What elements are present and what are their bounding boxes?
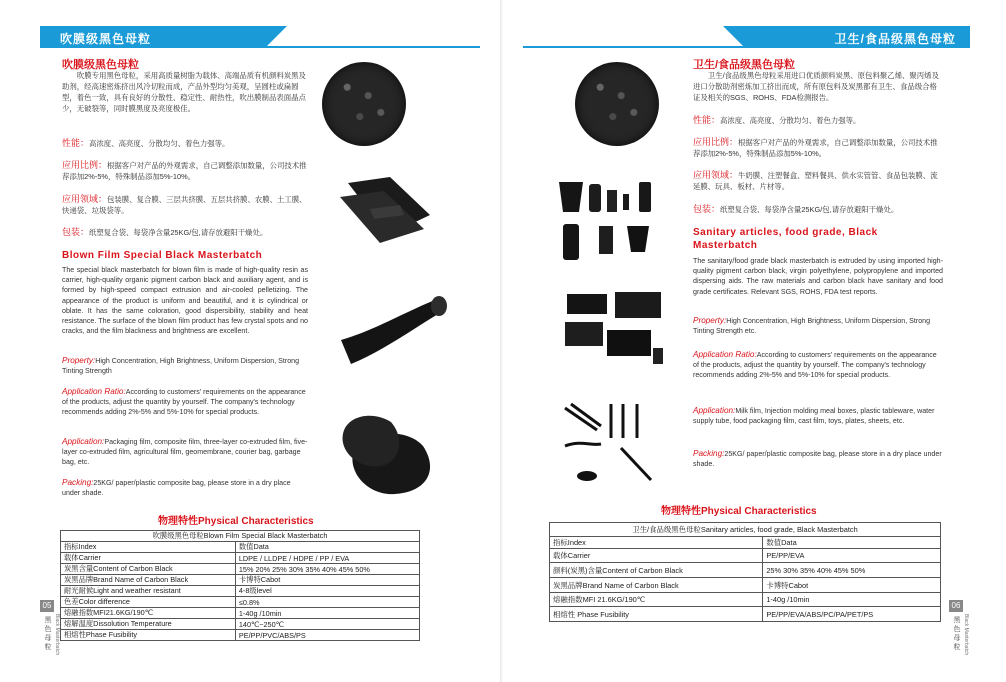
left-table-title: 物理特性Physical Characteristics [158, 516, 314, 527]
left-property-en [62, 356, 308, 376]
table-cell: 25% 30% 35% 40% 45% 50% [763, 563, 941, 578]
right-page-number: 06 [949, 600, 963, 612]
left-ratio-cn-text: 根据客户对产品的外观需求，自己调整添加数量，公司技术推荐添加2%-5%，特殊制品添加5%-10%。 [62, 161, 307, 181]
table-row [61, 619, 420, 630]
table-row [61, 564, 420, 575]
left-packing-en [62, 478, 308, 498]
table-cell: 熔融指数MFI21.6KG/190℃ [61, 608, 236, 619]
tumbler-icon [599, 226, 613, 254]
table-cell: ≤0.8% [235, 597, 419, 608]
table-cell: 载体Carrier [550, 549, 763, 563]
film-roll-image [335, 290, 451, 368]
pouch-icon [589, 184, 601, 212]
right-application-en-label: Application: [693, 406, 736, 415]
spork-icon [565, 443, 601, 446]
left-ratio-cn [62, 160, 308, 182]
left-ratio-en-text: According to customers' requirements on the appearance of the products, adjust the quantity by yourself. The company's technology recommends adding 2%-5% and 5%-10% for special products. [62, 388, 306, 417]
table-cell: 炭黑品牌Brand Name of Carbon Black [550, 578, 763, 593]
right-intro-en: The sanitary/food grade black masterbatch is extruded by using imported high-quality pigment carbon black, virgin polyethylene, polypropylene and imported dispersing aids. The raw materials and carbon black have sanitary and food grade certificates. Relevant SGS, ROHS, FDA test reports. [693, 257, 943, 296]
left-field-cn-label: 应用领域： [62, 194, 108, 204]
table-cell: 数值Data [235, 542, 419, 553]
film-rolls-image [330, 175, 448, 245]
left-side-label-cn: 黑色母粒 [44, 616, 51, 652]
left-property-en-text: High Concentration, High Brightness, Uniform Dispersion, Strong Tinting Strength [62, 357, 300, 376]
right-field-cn-label: 应用领域： [693, 170, 739, 180]
meal-box-1 [567, 294, 607, 314]
table-cell: 颜料(炭黑)含量Content of Carbon Black [550, 563, 763, 578]
right-application-en [693, 406, 943, 426]
left-property-en-label: Property: [62, 356, 96, 365]
table-cell: 1-40g /10min [235, 608, 419, 619]
left-ratio-cn-label: 应用比例： [62, 160, 108, 170]
table-row [61, 575, 420, 586]
meal-box-2 [615, 292, 661, 318]
left-ratio-en [62, 387, 308, 418]
table-cell: 色差Color difference [61, 597, 236, 608]
right-property-en-label: Property: [693, 316, 727, 325]
right-application-en-text: Milk film, Injection molding meal boxes, plastic tableware, water supply tube, food packaging film, cast film, toys, plates, sheets, etc. [693, 407, 935, 426]
table-row [550, 578, 941, 593]
left-property-cn [62, 138, 308, 149]
table-cell: 指标Index [550, 537, 763, 549]
table-row [550, 563, 941, 578]
table-cell: 卡博特Cabot [235, 575, 419, 586]
right-banner-title: 卫生/食品级黑色母粒 [834, 32, 956, 46]
left-application-en [62, 437, 308, 468]
right-packing-en-label: Packing: [693, 449, 725, 458]
right-page [503, 0, 1006, 682]
jug-icon [559, 182, 583, 212]
black-pellets-photo [322, 62, 406, 146]
pellets-image [322, 62, 406, 146]
right-ratio-en-label: Application Ratio: [693, 350, 757, 359]
black-pellets-photo [575, 62, 659, 146]
left-field-cn-text: 包装膜、复合膜、三层共挤膜、五层共挤膜、农膜、土工膜、快递袋、垃圾袋等。 [62, 195, 307, 215]
left-packing-en-label: Packing: [62, 478, 94, 487]
garbage-bag-small [343, 416, 400, 467]
left-pack-cn [62, 227, 308, 238]
meal-box-3 [565, 322, 603, 346]
right-ratio-cn-label: 应用比例： [693, 137, 739, 147]
table-row [550, 537, 941, 549]
right-ratio-cn-text: 根据客户对产品的外观需求，自己调整添加数量，公司技术推荐添加2%-5%，特殊制品添加5%-10%。 [693, 138, 938, 158]
table-row [61, 542, 420, 553]
table-cell: 指标Index [61, 542, 236, 553]
right-title-en: Sanitary articles, food grade, Black Masterbatch [693, 227, 878, 251]
right-intro-cn: 卫生/食品级黑色母粒采用进口优质颜料炭黑、原包料聚乙烯、聚丙烯及进口分散助剂密炼加工挤出而成，所有原包料及炭黑都有卫生、食品级合格证及相关的SGS、ROHS、FDA检测报告。 [693, 71, 939, 102]
table-cell: 相熔性 Phase Fusibility [550, 607, 763, 622]
table-cell: 数值Data [763, 537, 941, 549]
left-banner-title: 吹膜级黑色母粒 [60, 32, 152, 46]
table-cell: 140℃~250℃ [235, 619, 419, 630]
mug-icon [627, 226, 649, 252]
right-property-en-text: High Concentration, High Brightness, Uniform Dispersion, Strong Tinting Strength etc. [693, 317, 931, 336]
left-packing-en-text: 25KG/ paper/plastic composite bag, please store in a dry place under shade. [62, 479, 291, 498]
right-property-en [693, 316, 943, 336]
cutlery-image [561, 400, 665, 486]
right-spec-table [549, 522, 941, 622]
right-field-cn [693, 170, 943, 192]
meal-boxes-image [563, 290, 667, 376]
table-cell: 载体Carrier [61, 553, 236, 564]
bottle-icon [639, 182, 651, 212]
table-row [61, 597, 420, 608]
film-roll-body [341, 300, 445, 364]
table-cell: PE/PP/EVA/ABS/PC/PA/PET/PS [763, 607, 941, 622]
right-pellets-image [575, 62, 659, 146]
table-row [61, 586, 420, 597]
right-side-label-en: Black Masterbatch [963, 614, 969, 656]
table-row [550, 549, 941, 563]
table-row [61, 553, 420, 564]
shaker-icon [563, 224, 579, 260]
table-cell: 1-40g /10min [763, 593, 941, 607]
meal-box-4 [607, 330, 651, 356]
table-row [61, 608, 420, 619]
table-cell: 熔融指数MFI 21.6KG/190℃ [550, 593, 763, 607]
right-pack-cn [693, 204, 943, 215]
ladle-icon [577, 471, 597, 481]
table-row [550, 593, 941, 607]
table-cell: 耐光耐候Light and weather resistant [61, 586, 236, 597]
table-cell: 4-8级level [235, 586, 419, 597]
right-pack-cn-text: 纸塑复合袋、每袋净含量25KG/包,请存放避阳干燥处。 [720, 205, 899, 214]
left-property-cn-text: 高浓度、高亮度、分散均匀、着色力强等。 [89, 139, 230, 148]
left-application-en-label: Application: [62, 437, 105, 446]
right-packing-en-text: 25KG/ paper/plastic composite bag, please store in a dry place under shade. [693, 450, 942, 469]
table-cell: 卡博特Cabot [763, 578, 941, 593]
right-ratio-en [693, 350, 943, 381]
table-cell: PE/PP/EVA [763, 549, 941, 563]
left-title-en: Blown Film Special Black Masterbatch [62, 250, 263, 261]
right-property-cn-label: 性能： [693, 115, 721, 125]
right-field-cn-text: 牛奶膜、注塑餐盒、塑料餐具、供水实管管、食品包装膜、流延膜、玩具、板材、片材等。 [693, 171, 938, 191]
right-side-label-cn: 黑色母粒 [953, 616, 960, 652]
tableware-image [555, 172, 675, 270]
left-pack-cn-label: 包装： [62, 227, 90, 237]
left-intro-en: The special black masterbatch for blown film is made of high-quality resin as carrier, high-quality organic pigment carbon black and auxiliary agent, and is formed by high-speed compact extrusion and air-cooled pelletizing. The appearance of the product is uniform and beautiful, and it is cylindrical or oblate. It has the same coloration, good dispersibility, stability and heat resistance. The surface of the blown film product has few crystal spots and no cracks, and the film blackness and brightness are excellent. [62, 266, 308, 336]
left-intro-cn: 吹膜专用黑色母粒，采用高质量树脂为载体、高端品质有机颜料炭黑及助剂，经高速密炼挤出风冷切粒而成，产品外型均匀美观，呈圆柱或扁圆型，着色一致，具有良好的分散性、稳定性、耐热性，吹出膜制品表面晶点少，无破裂等，同时膜黑度及亮度极佳。 [62, 71, 306, 113]
table-cell: 15% 20% 25% 30% 35% 40% 45% 50% [235, 564, 419, 575]
left-spec-table [60, 530, 420, 641]
left-pack-cn-text: 纸塑复合袋、每袋净含量25KG/包,请存放避阳干燥处。 [89, 228, 268, 237]
table-cell: 熔解温度Dissolution Temperature [61, 619, 236, 630]
left-title-cn: 吹膜级黑色母粒 [62, 59, 139, 71]
table-caption-row [61, 531, 420, 542]
right-pack-cn-label: 包装： [693, 204, 721, 214]
garbage-bags-image [335, 408, 445, 500]
table-cell: 炭黑含量Content of Carbon Black [61, 564, 236, 575]
cup-icon [607, 190, 617, 212]
right-property-cn-text: 高浓度、高亮度、分散均匀、着色力强等。 [720, 116, 861, 125]
right-ratio-en-text: According to customers' requirements on the appearance of the products, adjust the quantity by yourself. The company's technology recommends adding 2%-5% and 5%-10% for special products. [693, 351, 937, 380]
table-cell: 相熔性Phase Fusibility [61, 630, 236, 641]
film-roll-end [431, 296, 447, 316]
table-row [550, 607, 941, 622]
table-cell: LDPE / LLDPE / HDPE / PP / EVA [235, 553, 419, 564]
right-title-cn: 卫生/食品级黑色母粒 [693, 59, 796, 71]
table-cell: PE/PP/PVC/ABS/PS [235, 630, 419, 641]
right-packing-en [693, 449, 943, 469]
left-ratio-en-label: Application Ratio: [62, 387, 126, 396]
left-property-cn-label: 性能： [62, 138, 90, 148]
meal-box-5 [653, 348, 663, 364]
small-cup-icon [623, 194, 629, 210]
left-application-en-text: Packaging film, composite film, three-layer co-extruded film, five-layer co-extruded film, agricultural film, geomembrane, courier bag, garbage bag, etc. [62, 438, 308, 467]
right-table-title: 物理特性Physical Characteristics [661, 506, 817, 517]
table-cell: 炭黑品牌Brand Name of Carbon Black [61, 575, 236, 586]
left-field-cn [62, 194, 308, 216]
spoon-2-icon [621, 448, 651, 480]
table-caption-row [550, 523, 941, 537]
left-page-number: 05 [40, 600, 54, 612]
right-property-cn [693, 115, 943, 126]
right-ratio-cn [693, 137, 943, 159]
table-caption: 吹膜级黑色母粒Blown Film Special Black Masterbatch [61, 531, 420, 542]
left-side-label-en: Black Masterbatch [54, 614, 60, 656]
table-row [61, 630, 420, 641]
table-caption: 卫生/食品级黑色母粒Sanitary articles, food grade, Black Masterbatch [550, 523, 941, 537]
